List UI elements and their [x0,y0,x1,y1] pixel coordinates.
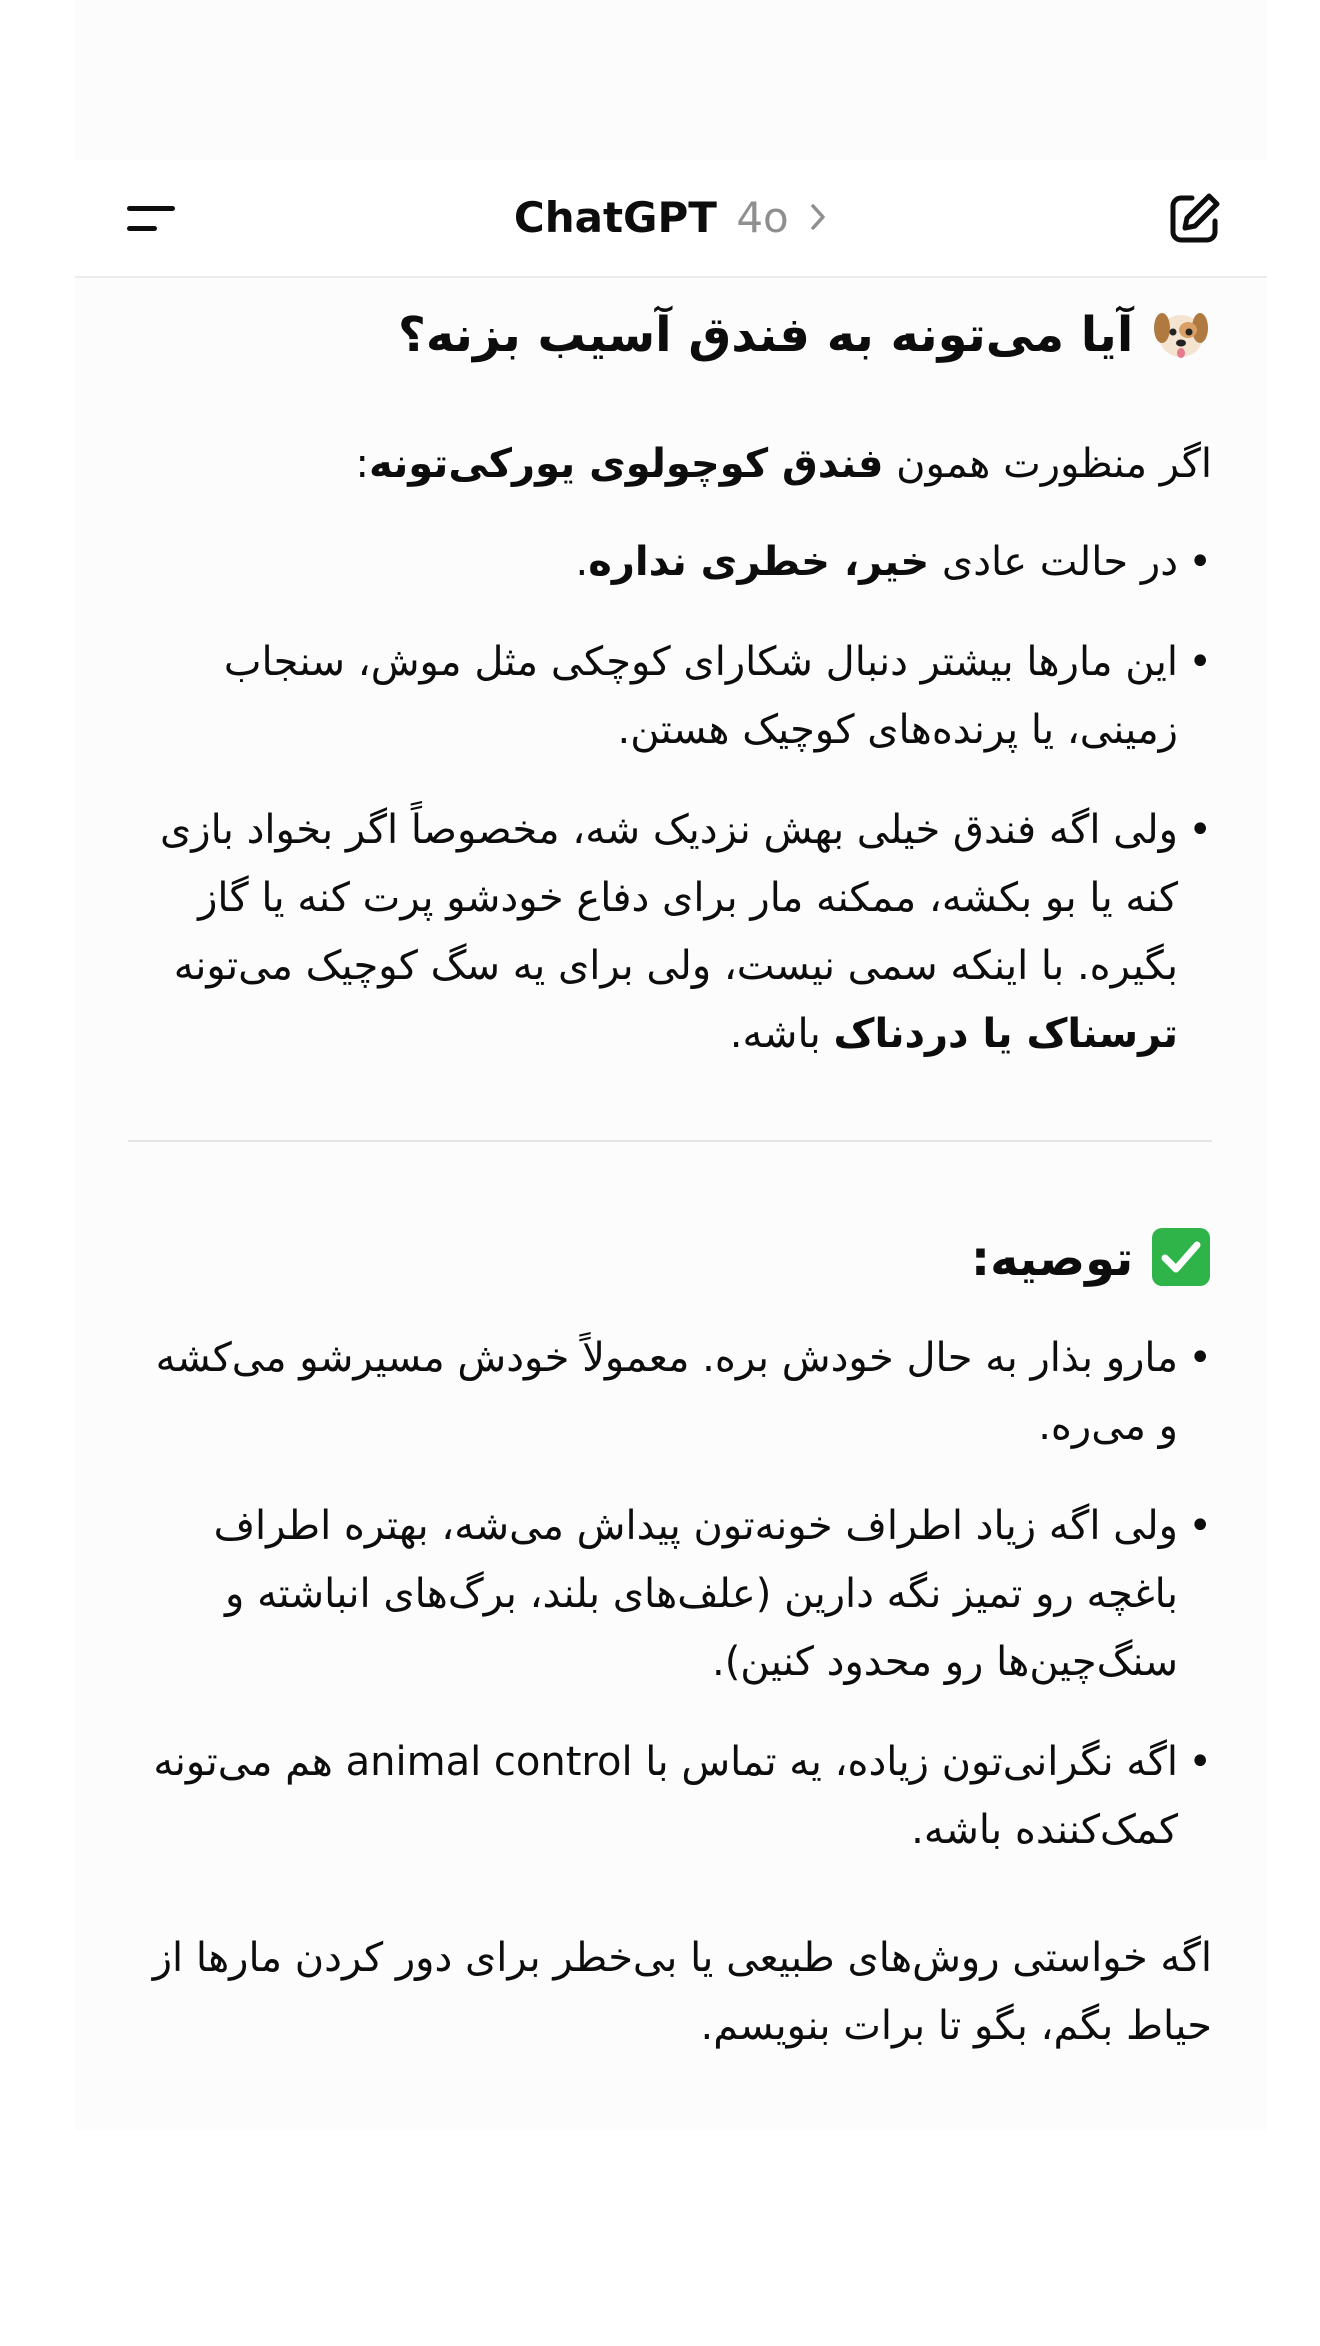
model-name: 4o [736,193,789,242]
new-chat-button[interactable] [1165,190,1223,248]
bullet-text: در حالت عادی [929,539,1178,585]
app-title: ChatGPT [513,193,717,242]
intro-bold: فندق کوچولوی یورکی‌تونه [368,441,884,487]
bullet-text: مارو بذار به حال خودش بره. معمولاً خودش مسیرشو می‌کشه و می‌ره. [155,1335,1178,1449]
harm-bullet-list [128,528,1212,1068]
bullet-text: ولی اگه زیاد اطراف خونه‌تون پیداش می‌شه، بهتره اطراف باغچه رو تمیز نگه دارین (علف‌های بلند، برگ‌های انباشته و سنگ‌چین‌ها رو محدود کنین). [213,1503,1178,1685]
bullet-bold: خیر، خطری نداره [588,539,930,585]
list-item [128,528,1178,596]
section-heading-harm [128,300,1212,370]
bullet-bold: ترسناک یا دردناک [833,1011,1178,1057]
chevron-right-icon [808,201,828,233]
closing-paragraph: اگه خواستی روش‌های طبیعی یا بی‌خطر برای دور کردن مارها از حیاط بگم، بگو تا برات بنویسم. [152,1935,1212,2049]
advice-bullet-list [128,1324,1212,1864]
bullet-text: این مارها بیشتر دنبال شکارای کوچکی مثل موش، سنجاب زمینی، یا پرنده‌های کوچیک هستن. [223,639,1178,753]
list-item [128,1324,1178,1460]
model-selector[interactable] [75,190,1267,246]
bullet-text: اگه نگرانی‌تون زیاده، یه تماس با animal control هم می‌تونه کمک‌کننده باشه. [153,1739,1178,1853]
new-chat-icon [1165,190,1223,248]
top-bar [75,160,1267,278]
check-mark-emoji [1150,1226,1212,1288]
list-item [128,1492,1178,1696]
list-item [128,796,1178,1068]
section-heading-advice [128,1224,1212,1294]
heading-text: توصیه: [970,1231,1134,1287]
bullet-text: ولی اگه فندق خیلی بهش نزدیک شه، مخصوصاً اگر بخواد بازی کنه یا بو بکشه، ممکنه مار برای دفاع خودشو پرت کنه یا گاز بگیره. با اینکه سمی نیست، ولی برای یه سگ کوچیک می‌تونه [159,807,1178,989]
intro-colon: : [355,441,369,487]
list-item [128,628,1178,764]
list-item [128,1728,1178,1864]
intro-text: اگر منظورت همون [883,441,1212,487]
dog-face-emoji [1150,302,1212,364]
heading-text: آیا می‌تونه به فندق آسیب بزنه؟ [397,307,1134,363]
intro-paragraph [128,430,1212,498]
bullet-text-end: . [575,539,589,585]
assistant-message [128,280,1212,2060]
section-divider [128,1140,1212,1142]
bullet-text-end: باشه. [729,1011,834,1057]
